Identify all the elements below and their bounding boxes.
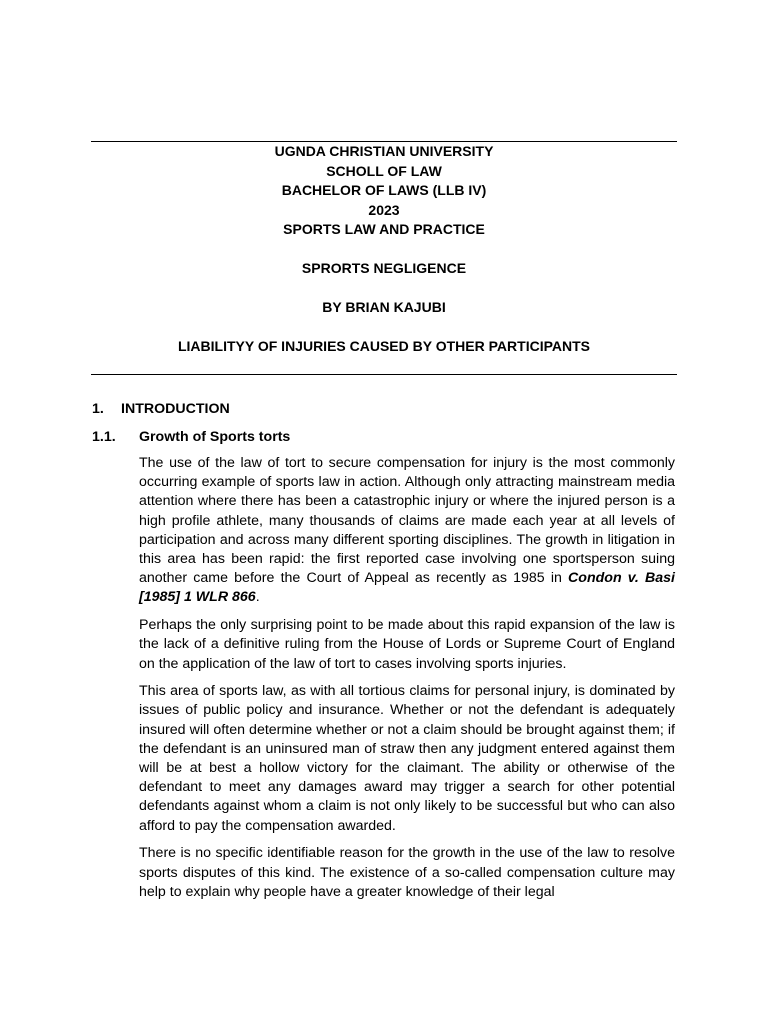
school-name: SCHOLL OF LAW [326, 162, 442, 179]
subsection-number: 1.1. [92, 429, 116, 445]
university-name: UGNDA CHRISTIAN UNIVERSITY [274, 143, 494, 159]
degree-name: BACHELOR OF LAWS (LLB IV) [281, 182, 487, 198]
course-name: SPORTS LAW AND PRACTICE [283, 221, 485, 237]
subsection-title: Growth of Sports torts [139, 429, 291, 445]
title-block [91, 142, 677, 357]
author-line: BY BRIAN KAJUBI [322, 299, 446, 315]
subsection-heading-growth [92, 428, 290, 447]
paragraph-4: There is no specific identifiable reason for the growth in the use of the law to resolve sports disputes of this kind. The existence of a so-called compensation culture may help to explain why people have a greater knowledge of their legal [139, 845, 675, 900]
section-number: 1. [92, 401, 104, 417]
paragraph-2: Perhaps the only surprising point to be made about this rapid expansion of the law is the lack of a definitive ruling from the House of Lords or Supreme Court of England on the application of the law of tort to cases involving sports injuries. [139, 617, 675, 672]
document-subtitle: LIABILITYY OF INJURIES CAUSED BY OTHER PARTICIPANTS [177, 338, 590, 354]
topic-title: SPRORTS NEGLIGENCE [301, 260, 467, 276]
section-heading-introduction [92, 400, 230, 419]
section-title: INTRODUCTION [121, 401, 230, 417]
paragraph-1-text: The use of the law of tort to secure compensation for injury is the most commonly occurring example of sports law in action. Although only attracting mainstream media attention where there has been a catastrophic injury or where the injured person is a high profile athlete, many thousands of claims are made each year at all levels of participation and across many different sporting disciplines. The growth in litigation in this area has been rapid: the first reported case involving one sportsperson suing another came before the Court of Appeal as recently as 1985 in [139, 455, 675, 587]
paragraph-1 [139, 454, 675, 608]
case-citation: Condon v. Basi [1985] 1 WLR 866 [139, 570, 675, 606]
year: 2023 [368, 201, 400, 218]
paragraph-1-end: . [255, 589, 260, 606]
paragraph-3: This area of sports law, as with all tortious claims for personal injury, is dominated by issues of public policy and insurance. Whether or not the defendant is adequately insured will often determine whether or not a claim should be brought against them; if the defendant is an uninsured man of straw then any judgment entered against them will be at best a hollow victory for the claimant. The ability or otherwise of the defendant to meet any damages award may trigger a search for other potential defendants against whom a claim is not only likely to be successful but who can also afford to pay the compensation awarded. [139, 683, 675, 834]
body-text [139, 454, 675, 910]
bottom-rule [91, 374, 677, 375]
